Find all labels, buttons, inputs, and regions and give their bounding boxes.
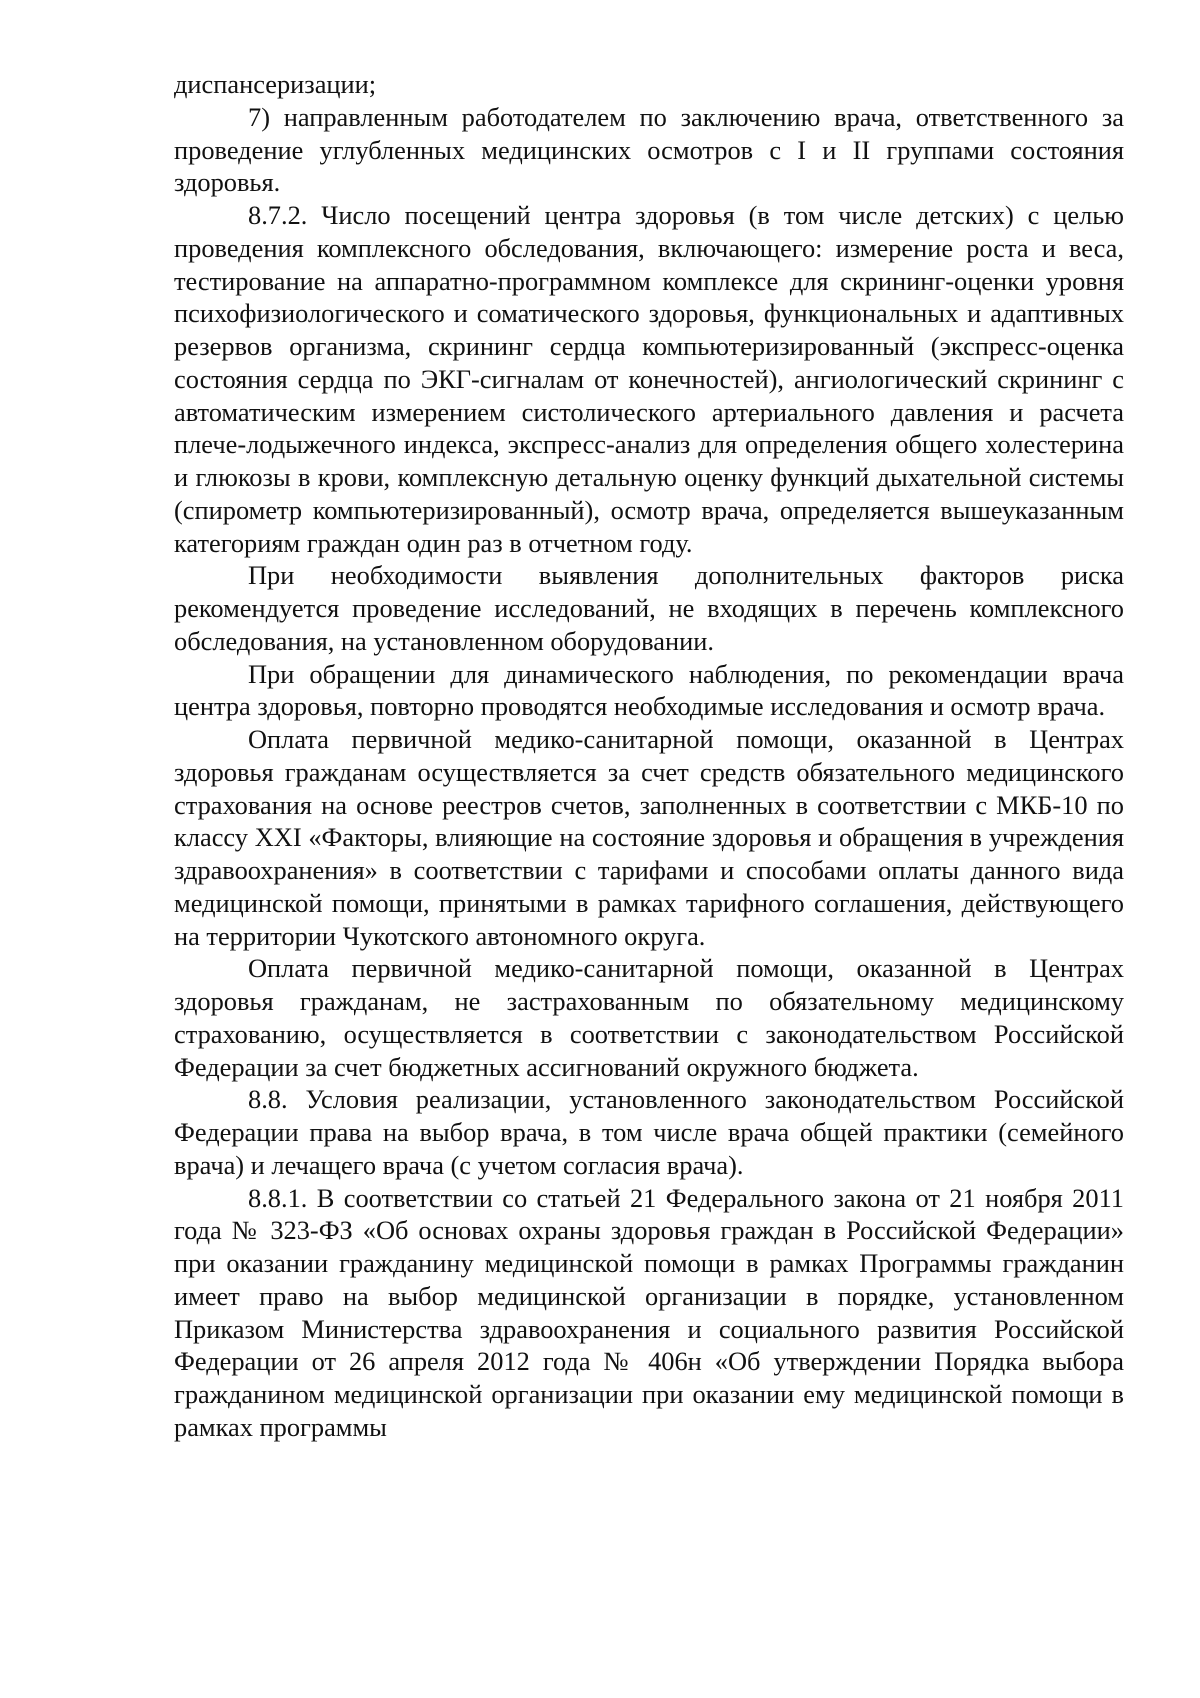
paragraph-payment-uninsured: Оплата первичной медико-санитарной помощи, оказанной в Центрах здоровья гражданам, не застрахованным по обязательному медицинскому страхованию, осуществляется в соответствии с законодательством Российской Федерации за счет бюджетных ассигнований окружного бюджета. bbox=[174, 953, 1124, 1082]
paragraph-dispanserization-end: диспансеризации; bbox=[174, 69, 377, 99]
paragraph-8-8: 8.8. Условия реализации, установленного законодательством Российской Федерации права на выбор врача, в том числе врача общей практики (семейного врача) и лечащего врача (с учетом согласия врача). bbox=[174, 1084, 1124, 1180]
paragraph-additional-risk-factors: При необходимости выявления дополнительных факторов риска рекомендуется проведение исследований, не входящих в перечень комплексного обследования, на установленном оборудовании. bbox=[174, 560, 1124, 656]
document-body bbox=[174, 68, 1124, 1444]
paragraph-8-8-1: 8.8.1. В соответствии со статьей 21 Федерального закона от 21 ноября 2011 года № 323-ФЗ «Об основах охраны здоровья граждан в Российской Федерации» при оказании гражданину медицинской помощи в рамках Программы гражданин имеет право на выбор медицинской организации в порядке, установленном Приказом Министерства здравоохранения и социального развития Российской Федерации от 26 апреля 2012 года № 406н «Об утверждении Порядка выбора гражданином медицинской организации при оказании ему медицинской помощи в рамках программы bbox=[174, 1182, 1124, 1442]
paragraph-item-7: 7) направленным работодателем по заключению врача, ответственного за проведение углубленных медицинских осмотров с I и II группами состояния здоровья. bbox=[174, 101, 1124, 198]
paragraph-payment-oms: Оплата первичной медико-санитарной помощи, оказанной в Центрах здоровья гражданам осуществляется за счет средств обязательного медицинского страхования на основе реестров счетов, заполненных в соответствии с МКБ-10 по классу XXI «Факторы, влияющие на состояние здоровья и обращения в учреждения здравоохранения» в соответствии с тарифами и способами оплаты данного вида медицинской помощи, принятыми в рамках тарифного соглашения, действующего на территории Чукотского автономного округа. bbox=[174, 724, 1124, 951]
paragraph-8-7-2: 8.7.2. Число посещений центра здоровья (в том числе детских) с целью проведения комплексного обследования, включающего: измерение роста и веса, тестирование на аппаратно-программном комплексе для скрининг-оценки уровня психофизиологического и соматического здоровья, функциональных и адаптивных резервов организма, скрининг сердца компьютеризированный (экспресс-оценка состояния сердца по ЭКГ-сигналам от конечностей), ангиологический скрининг с автоматическим измерением систолического артериального давления и расчета плече-лодыжечного индекса, экспресс-анализ для определения общего холестерина и глюкозы в крови, комплексную детальную оценку функций дыхательной системы (спирометр компьютеризированный), осмотр врача, определяется вышеуказанным категориям граждан один раз в отчетном году. bbox=[174, 200, 1124, 558]
paragraph-dynamic-observation: При обращении для динамического наблюдения, по рекомендации врача центра здоровья, повторно проводятся необходимые исследования и осмотр врача. bbox=[174, 658, 1124, 722]
